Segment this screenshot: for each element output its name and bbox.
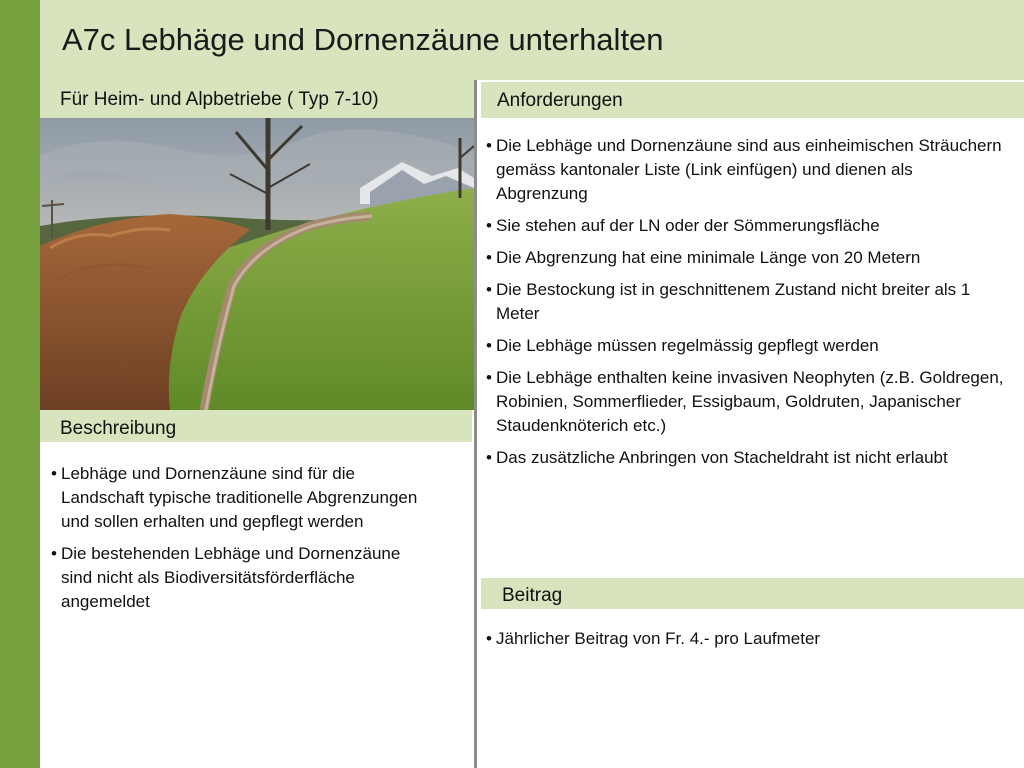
bullet-icon: • [486, 448, 492, 467]
list-item [51, 462, 426, 534]
bullet-icon: • [51, 464, 57, 483]
bullet-icon: • [486, 136, 492, 155]
bullet-icon: • [486, 336, 492, 355]
list-item-text: Das zusätzliche Anbringen von Stacheldraht ist nicht erlaubt [496, 448, 948, 467]
left-column-header [40, 80, 474, 118]
bullet-icon: • [486, 368, 492, 387]
contribution-list [486, 627, 1006, 659]
list-item [486, 246, 1006, 270]
requirements-header-label: Anforderungen [497, 90, 623, 111]
bullet-icon: • [486, 280, 492, 299]
landscape-photo-icon [40, 118, 474, 410]
column-divider [474, 80, 477, 768]
list-item-text: Die bestehenden Lebhäge und Dornenzäune sind nicht als Biodiversitätsförderfläche angemeldet [61, 544, 401, 611]
requirements-header [481, 82, 1024, 118]
list-item-text: Die Abgrenzung hat eine minimale Länge von 20 Metern [496, 248, 921, 267]
bullet-icon: • [486, 216, 492, 235]
slide-title: A7c Lebhäge und Dornenzäune unterhalten [62, 22, 664, 57]
list-item-text: Lebhäge und Dornenzäune sind für die Landschaft typische traditionelle Abgrenzungen und sollen erhalten und gepflegt werden [61, 464, 418, 531]
description-header-label: Beschreibung [60, 418, 177, 439]
list-item [486, 278, 1006, 326]
list-item [486, 366, 1006, 438]
list-item-text: Jährlicher Beitrag von Fr. 4.- pro Laufmeter [496, 629, 821, 648]
title-bar [40, 0, 1024, 80]
bullet-icon: • [486, 629, 492, 648]
contribution-header-label: Beitrag [502, 585, 563, 606]
list-item-text: Die Lebhäge müssen regelmässig gepflegt werden [496, 336, 879, 355]
contribution-header [481, 578, 1024, 609]
list-item-text: Die Lebhäge und Dornenzäune sind aus einheimischen Sträuchern gemäss kantonaler Liste (Link einfügen) und dienen als Abgrenzung [496, 136, 1002, 203]
list-item [486, 214, 1006, 238]
list-item-text: Die Bestockung ist in geschnittenem Zustand nicht breiter als 1 Meter [496, 280, 971, 323]
list-item [486, 134, 1006, 206]
list-item [51, 542, 426, 614]
list-item-text: Sie stehen auf der LN oder der Sömmerungsfläche [496, 216, 880, 235]
list-item [486, 334, 1006, 358]
list-item [486, 627, 1006, 651]
list-item [486, 446, 1006, 470]
description-list [51, 462, 426, 622]
description-header [40, 410, 472, 442]
bullet-icon: • [51, 544, 57, 563]
left-column-header-label: Für Heim- und Alpbetriebe ( Typ 7-10) [60, 89, 379, 110]
list-item-text: Die Lebhäge enthalten keine invasiven Neophyten (z.B. Goldregen, Robinien, Sommerflieder, Essigbaum, Goldruten, Japanischer Staudenknöterich etc.) [496, 368, 1004, 435]
bullet-icon: • [486, 248, 492, 267]
requirements-list [486, 134, 1006, 478]
left-accent-bar [0, 0, 40, 768]
